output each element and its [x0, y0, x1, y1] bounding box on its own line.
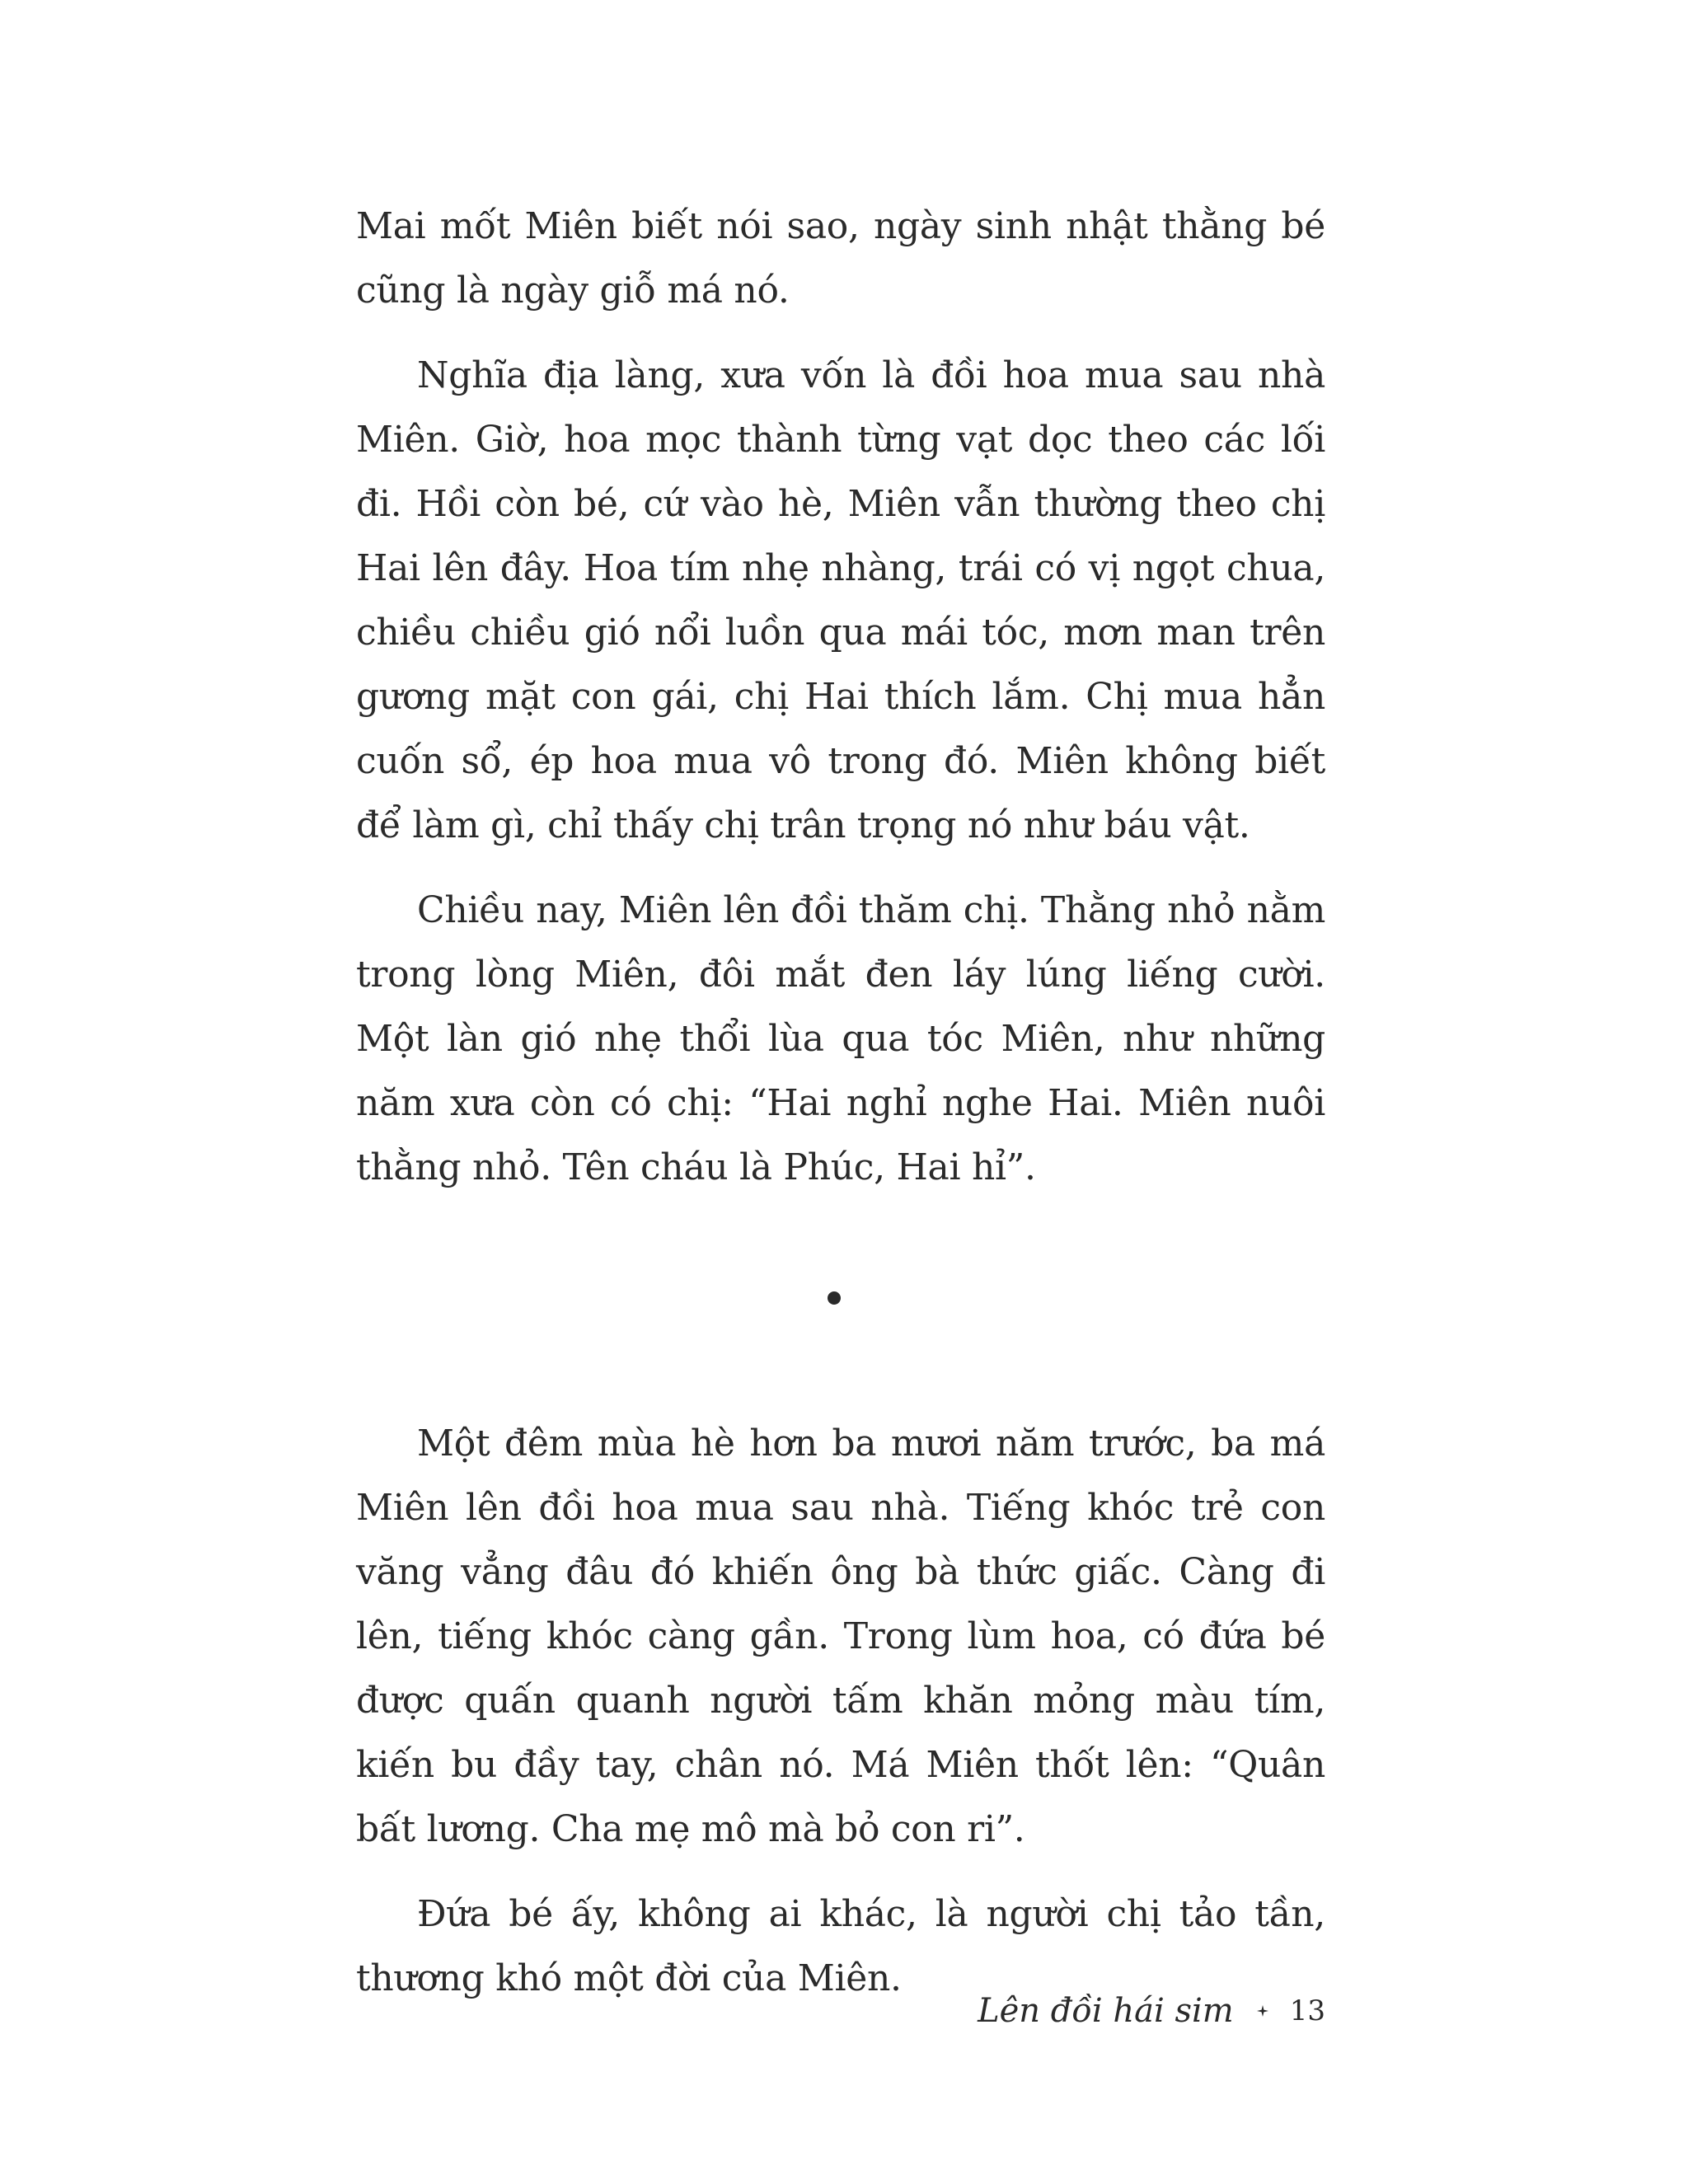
paragraph: Đứa bé ấy, không ai khác, là người chị tảo tần, thương khó một đời của Miên.	[356, 1893, 1325, 1999]
page-footer	[907, 1986, 1325, 2036]
star-icon	[1257, 2005, 1268, 2017]
section-separator	[356, 1221, 1325, 1412]
paragraph: Chiều nay, Miên lên đồi thăm chị. Thằng nhỏ nằm trong lòng Miên, đôi mắt đen láy lúng liếng cười. Một làn gió nhẹ thổi lùa qua tóc Miên, như những năm xưa còn có chị: “Hai nghỉ nghe Hai. Miên nuôi thằng nhỏ. Tên cháu là Phúc, Hai hỉ”.	[356, 889, 1325, 1188]
paragraph: Một đêm mùa hè hơn ba mươi năm trước, ba má Miên lên đồi hoa mua sau nhà. Tiếng khóc trẻ con văng vẳng đâu đó khiến ông bà thức giấc. Càng đi lên, tiếng khóc càng gần. Trong lùm hoa, có đứa bé được quấn quanh người tấm khăn mỏng màu tím, kiến bu đầy tay, chân nó. Má Miên thốt lên: “Quân bất lương. Cha mẹ mô mà bỏ con ri”.	[356, 1422, 1325, 1850]
paragraph: Mai mốt Miên biết nói sao, ngày sinh nhật thằng bé cũng là ngày giỗ má nó.	[356, 205, 1325, 312]
page-number: 13	[1289, 1994, 1325, 2027]
paragraph: Nghĩa địa làng, xưa vốn là đồi hoa mua sau nhà Miên. Giờ, hoa mọc thành từng vạt dọc theo các lối đi. Hồi còn bé, cứ vào hè, Miên vẫn thường theo chị Hai lên đây. Hoa tím nhẹ nhàng, trái có vị ngọt chua, chiều chiều gió nổi luồn qua mái tóc, mơn man trên gương mặt con gái, chị Hai thích lắm. Chị mua hẳn cuốn sổ, ép hoa mua vô trong đó. Miên không biết để làm gì, chỉ thấy chị trân trọng nó như báu vật.	[356, 354, 1325, 846]
running-title: Lên đồi hái sim	[978, 1992, 1234, 2030]
bullet-dot-icon	[828, 1291, 841, 1305]
page-body	[356, 194, 1325, 2032]
